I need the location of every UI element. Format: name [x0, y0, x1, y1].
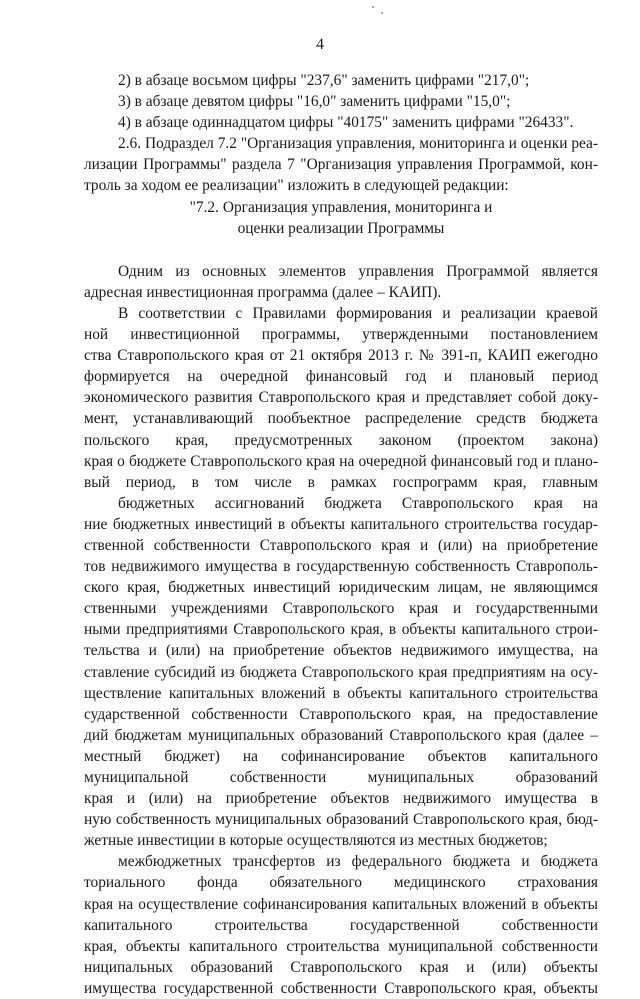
text-line: ториального фонда обязательного медицинского страхования — [84, 874, 598, 892]
page-number: 4 — [316, 36, 324, 53]
text-line: ставление субсидий из бюджета Ставропольского края предприятиям на осу- — [84, 663, 598, 681]
scan-speck — [372, 6, 374, 8]
text-line: ственной собственности Ставропольского края и (или) на приобретение — [84, 536, 598, 554]
text-line: края, объекты капитального строительства муниципальной собственности — [84, 937, 598, 955]
text-line: сударственной собственности Ставропольского края, на предоставление — [84, 705, 598, 723]
text-line: межбюджетных трансфертов из федерального бюджета и бюджета — [118, 853, 598, 871]
blank-line — [84, 239, 598, 261]
text-line: оценки реализации Программы — [237, 219, 445, 237]
text-line: ниципальных образований Ставропольского края и (или) объекты — [84, 958, 598, 976]
text-line: имущества государственной собственности Ставропольского края, объекты — [84, 979, 598, 997]
text-line: 2) в абзаце восьмом цифры "237,6" заменить цифрами "217,0"; — [118, 72, 530, 89]
text-line: края и (или) на приобретение объектов недвижимого имущества в — [84, 790, 598, 808]
text-line: жетные инвестиции в которые осуществляются из местных бюджетов; — [84, 832, 548, 850]
text-line: ной инвестиционной программы, утвержденными постановлением — [84, 326, 598, 344]
text-line: 2.6. Подраздел 7.2 "Организация управления, мониторинга и оценки реа- — [118, 135, 598, 153]
text-line: тельства и (или) на приобретение объектов недвижимого имущества, на — [84, 642, 598, 660]
text-line: 3) в абзаце девятом цифры "16,0" заменить цифрами "15,0"; — [118, 93, 511, 111]
scan-speck — [381, 12, 383, 14]
text-line: ского края, бюджетных инвестиций юридическим лицам, не являющимся — [84, 579, 598, 597]
text-line: ние бюджетных инвестиций в объекты капитального строительства государ- — [84, 515, 598, 533]
text-line: "7.2. Организация управления, мониторинга и — [189, 198, 493, 216]
text-line: Одним из основных элементов управления Программой является — [118, 262, 598, 280]
text-line: дий бюджетам муниципальных образований Ставропольского края (далее – — [84, 726, 598, 744]
text-line: тов недвижимого имущества в государственную собственность Ставрополь- — [84, 558, 598, 576]
text-line: формируется на очередной финансовый год и плановый период — [84, 368, 598, 386]
text-line: ства Ставропольского края от 21 октября 2013 г. № 391-п, КАИП ежегодно — [84, 347, 598, 365]
text-line: польского края, предусмотренных законом (проектом закона) — [84, 431, 598, 449]
text-line: края о бюджете Ставропольского края на очередной финансовый год и планo- — [84, 452, 598, 470]
text-line: муниципальной собственности муниципальных образований — [84, 769, 598, 786]
text-line: края на осуществление софинансирования капитальных вложений в объекты — [84, 895, 598, 913]
document-body — [84, 70, 598, 999]
text-line: В соответствии с Правилами формирования и реализации краевой — [118, 304, 598, 322]
text-line: вый период, в том числе в рамках госпрограмм края, главным — [84, 473, 598, 491]
text-line: ственными учреждениями Ставропольского края и государственными — [84, 600, 598, 618]
text-line: 4) в абзаце одиннадцатом цифры "40175" заменить цифрами "26433". — [118, 114, 574, 132]
text-line: ществление капитальных вложений в объекты капитального строительства — [84, 684, 598, 702]
text-line: капитального строительства государственной собственности — [84, 916, 598, 934]
text-line: лизации Программы" раздела 7 "Организация управления Программой, кон- — [84, 156, 598, 174]
text-line: мент, устанавливающий пообъектное распределение средств бюджета — [84, 410, 598, 428]
text-line: ную собственность муниципальных образований Ставропольского края, бюд- — [84, 811, 598, 829]
text-line: ными предприятиями Ставропольского края, в объекты капитального строи- — [84, 621, 598, 639]
text-line: троль за ходом ее реализации" изложить в следующей редакции: — [84, 177, 509, 195]
text-line: экономического развития Ставропольского края и представляет собой доку- — [84, 389, 598, 407]
text-line: местный бюджет) на софинансирование объектов капитального — [84, 747, 598, 765]
text-line: бюджетных ассигнований бюджета Ставропольского края на — [118, 494, 598, 512]
text-line: адресная инвестиционная программа (далее – КАИП). — [84, 283, 442, 301]
